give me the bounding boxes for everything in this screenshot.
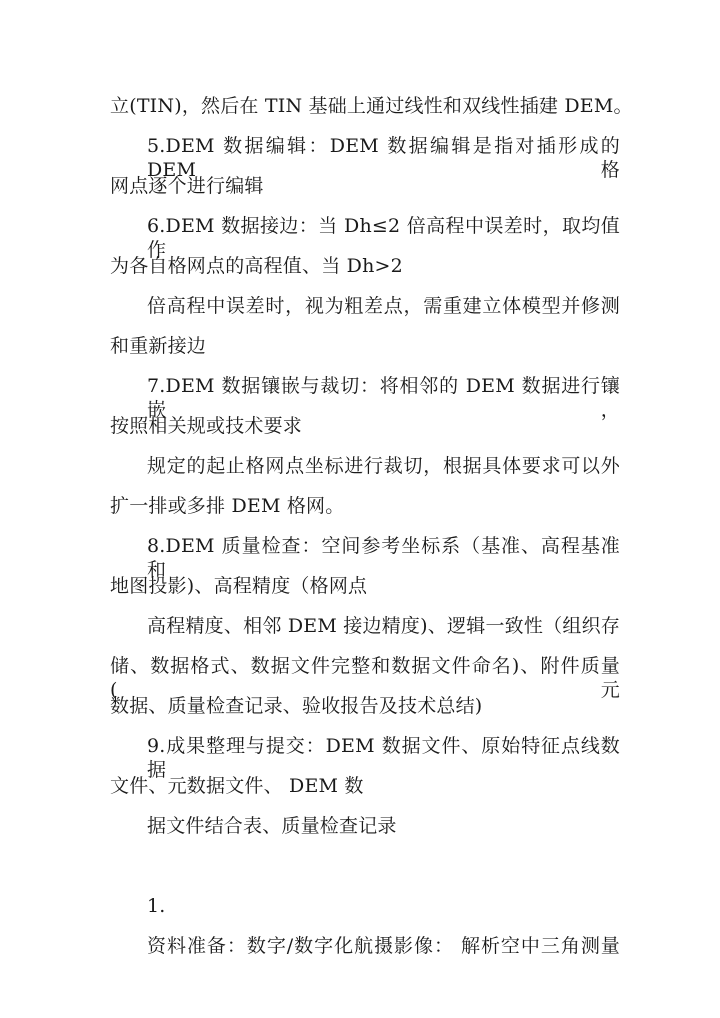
text-line: 规定的起止格网点坐标进行裁切，根据具体要求可以外 (147, 455, 620, 477)
text-line: 网点逐个进行编辑 (110, 175, 264, 197)
text-line: 数据、质量检查记录、验收报告及技术总结) (110, 695, 483, 717)
text-line: 和重新接边 (110, 335, 207, 357)
text-line: 倍高程中误差时，视为粗差点，需重建立体模型并修测 (147, 295, 620, 317)
text-line: 文件、元数据文件、 DEM 数 (110, 775, 364, 797)
text-line: 8.DEM 质量检查：空间参考坐标系（基准、高程基准和 (147, 535, 620, 581)
text-line: 资料准备：数字/数字化航摄影像： 解析空中三角测量 (147, 935, 620, 957)
text-line: 地图投影)、高程精度（格网点 (110, 575, 368, 597)
text-line: 据文件结合表、质量检查记录 (147, 815, 397, 837)
text-line: 为各自格网点的高程值、当 Dh>2 (110, 255, 403, 277)
text-line: 7.DEM 数据镶嵌与裁切：将相邻的 DEM 数据进行镶嵌， (147, 375, 620, 421)
list-number: 1. (147, 895, 166, 917)
text-line: 9.成果整理与提交：DEM 数据文件、原始特征点线数据 (147, 735, 620, 781)
text-line: 6.DEM 数据接边：当 Dh≤2 倍高程中误差时，取均值作 (147, 215, 620, 261)
text-line: 按照相关规或技术要求 (110, 415, 303, 437)
text-line: 高程精度、相邻 DEM 接边精度)、逻辑一致性（组织存 (147, 615, 620, 637)
text-line: 储、数据格式、数据文件完整和数据文件命名)、附件质量(元 (110, 655, 620, 701)
text-line: 扩一排或多排 DEM 格网。 (110, 495, 345, 517)
text-line: 立(TIN)，然后在 TIN 基础上通过线性和双线性插建 DEM。 (110, 95, 633, 117)
text-line: 5.DEM 数据编辑：DEM 数据编辑是指对插形成的 DEM 格 (147, 135, 620, 181)
